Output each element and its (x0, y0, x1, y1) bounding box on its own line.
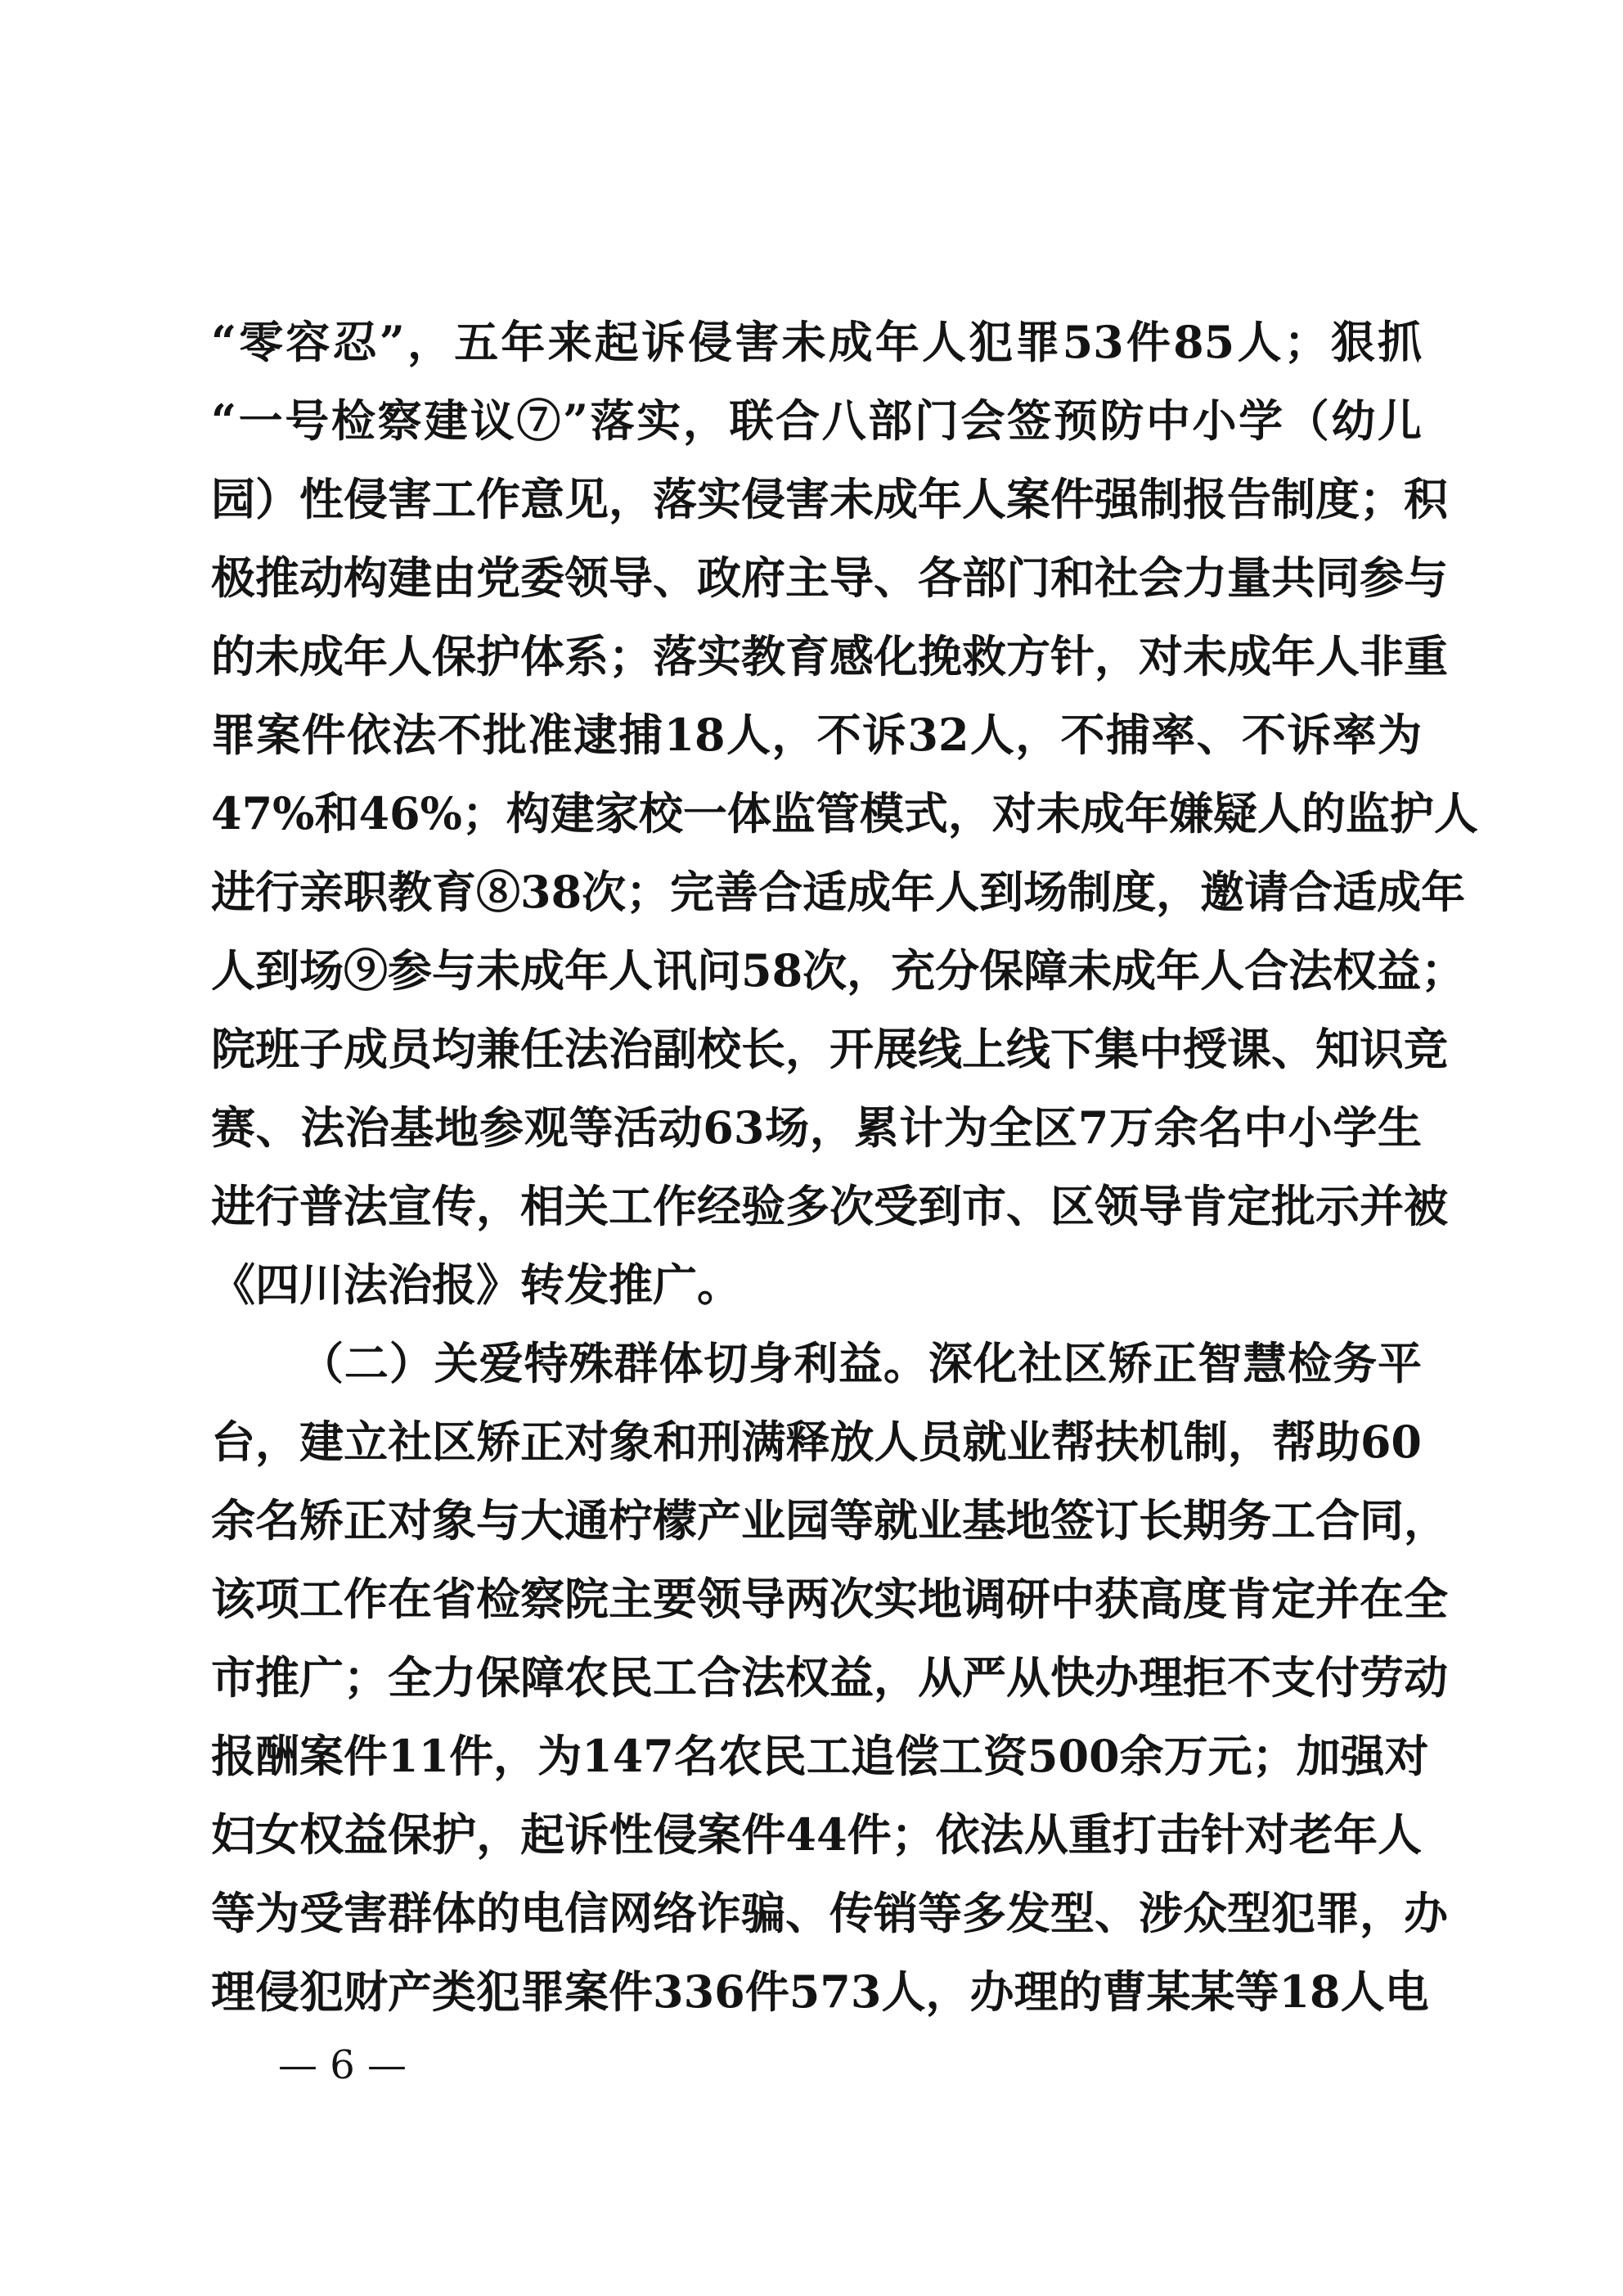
text-line: 赛、法治基地参观等活动63场，累计为全区7万余名中小学生 (211, 1101, 1422, 1154)
text-line: 47%和46%；构建家校一体监管模式，对未成年嫌疑人的监护人 (211, 787, 1478, 840)
text-line: 园）性侵害工作意见，落实侵害未成年人案件强制报告制度；积 (211, 473, 1448, 525)
text-line: 台，建立社区矫正对象和刑满释放人员就业帮扶机制，帮助60 (211, 1416, 1422, 1468)
text-line: 极推动构建由党委领导、政府主导、各部门和社会力量共同参与 (211, 551, 1448, 604)
text-line: 市推广；全力保障农民工合法权益，从严从快办理拒不支付劳动 (211, 1651, 1448, 1704)
text-line: 进行普法宣传，相关工作经验多次受到市、区领导肯定批示并被 (211, 1180, 1448, 1232)
text-line: 理侵犯财产类犯罪案件336件573人，办理的曹某某等18人电 (211, 1965, 1429, 2018)
text-line: 的未成年人保护体系；落实教育感化挽救方针，对未成年人非重 (211, 630, 1448, 682)
text-line: 进行亲职教育⑧38次；完善合适成年人到场制度，邀请合适成年 (211, 866, 1466, 918)
text-line: 罪案件依法不批准逮捕18人，不诉32人，不捕率、不诉率为 (211, 709, 1422, 761)
body-text (211, 303, 1478, 2031)
text-line: 《四川法治报》转发推广。 (211, 1258, 741, 1311)
text-line: 报酬案件11件，为147名农民工追偿工资500余万元；加强对 (211, 1730, 1429, 1782)
section-heading-line: （二）关爱特殊群体切身利益。深化社区矫正智慧检务平 (299, 1337, 1422, 1389)
text-line: 该项工作在省检察院主要领导两次实地调研中获高度肯定并在全 (211, 1573, 1448, 1625)
text-line: 余名矫正对象与大通柠檬产业园等就业基地签订长期务工合同， (211, 1494, 1448, 1546)
text-line: “一号检察建议⑦”落实，联合八部门会签预防中小学（幼儿 (211, 394, 1422, 447)
text-line: “零容忍”，五年来起诉侵害未成年人犯罪53件85人；狠抓 (211, 316, 1422, 368)
text-line: 院班子成员均兼任法治副校长，开展线上线下集中授课、知识竞 (211, 1023, 1448, 1075)
text-line: 人到场⑨参与未成年人讯问58次，充分保障未成年人合法权益； (211, 944, 1466, 997)
page-number: — 6 — (278, 2042, 407, 2088)
text-line: 等为受害群体的电信网络诈骗、传销等多发型、涉众型犯罪，办 (211, 1887, 1448, 1939)
text-line: 妇女权益保护，起诉性侵案件44件；依法从重打击针对老年人 (211, 1808, 1422, 1861)
